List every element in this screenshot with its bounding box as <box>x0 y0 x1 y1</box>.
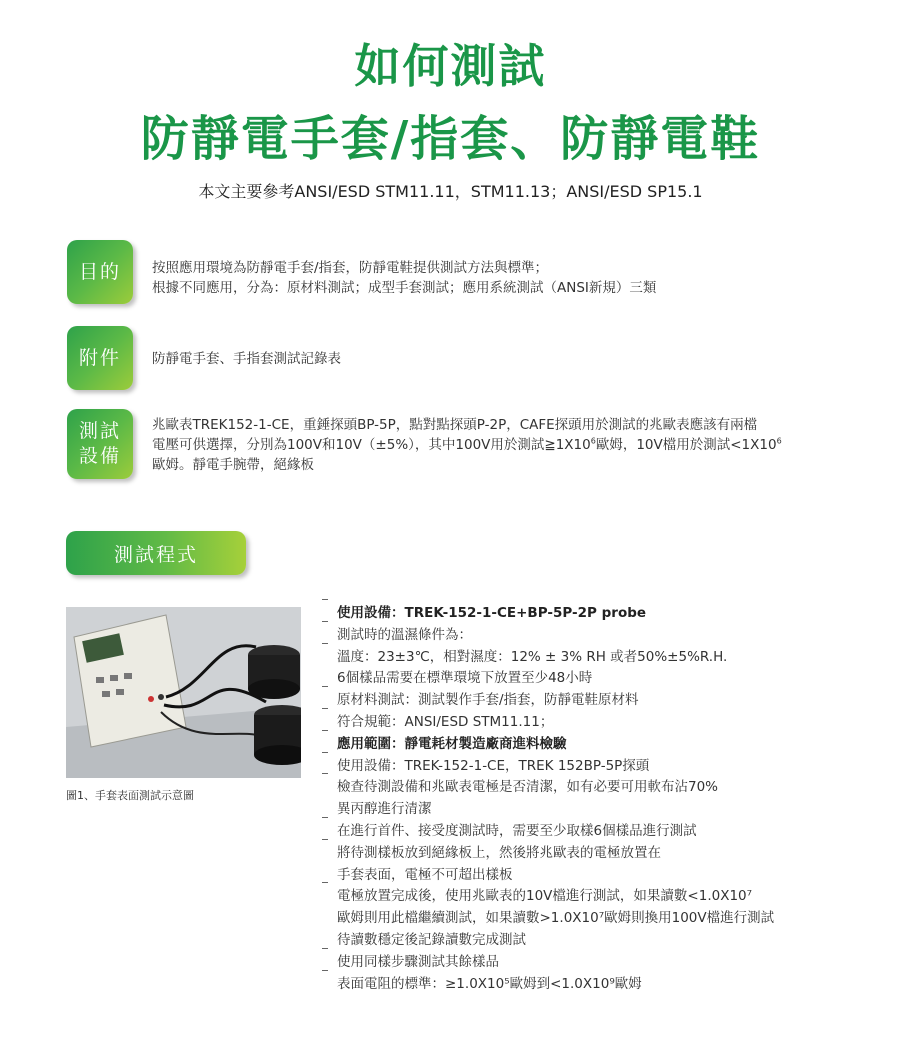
list-dash-marker <box>322 708 328 709</box>
procedure-item-text: 手套表面，電極不可超出樣板 <box>337 866 513 883</box>
test-setup-illustration <box>66 607 301 778</box>
list-dash-marker <box>322 643 328 644</box>
procedure-item <box>322 886 842 908</box>
equipment-line-2-sup-2: 6 <box>776 436 782 446</box>
badge-procedure <box>66 531 246 575</box>
procedure-item-text: 使用設備：TREK-152-1-CE+BP-5P-2P probe <box>337 605 647 621</box>
list-dash-marker <box>322 839 328 840</box>
procedure-item <box>322 865 842 887</box>
procedure-item <box>322 712 842 734</box>
procedure-item <box>322 647 842 669</box>
list-dash-marker <box>322 773 328 774</box>
section-attachment-text <box>152 349 812 369</box>
list-dash-marker <box>322 970 328 971</box>
list-dash-marker <box>322 752 328 753</box>
procedure-item-text: 檢查待測設備和兆歐表電極是否清潔，如有必要可用軟布沾70% <box>337 779 719 796</box>
list-dash-marker <box>322 599 328 600</box>
procedure-item-text: 將待測樣板放到絕緣板上，然後將兆歐表的電極放置在 <box>337 844 661 861</box>
equipment-line-3: 歐姆。靜電手腕帶，絕緣板 <box>152 457 314 473</box>
procedure-item <box>322 908 842 930</box>
procedure-item <box>322 843 842 865</box>
page-subtitle: 本文主要參考ANSI/ESD STM11.11，STM11.13；ANSI/ESD SP15.1 <box>198 182 703 201</box>
procedure-item-text: 表面電阻的標準：≥1.0X10⁵歐姆到<1.0X10⁹歐姆 <box>337 975 642 992</box>
page-title-line2: 防靜電手套/指套、防靜電鞋 <box>140 111 761 167</box>
purpose-line-1: 按照應用環境為防靜電手套/指套，防靜電鞋提供測試方法與標準； <box>152 260 549 276</box>
list-dash-marker <box>322 686 328 687</box>
list-dash-marker <box>322 817 328 818</box>
procedure-item <box>322 756 842 778</box>
procedure-item-text: 溫度：23±3℃，相對濕度：12% ± 3% RH 或者50%±5%R.H. <box>337 648 728 665</box>
procedure-item-text: 異丙醇進行清潔 <box>337 801 432 818</box>
equipment-line-2 <box>152 435 812 455</box>
badge-purpose <box>67 240 133 304</box>
list-dash-marker <box>322 730 328 731</box>
equipment-line-2-sup-1: 6 <box>590 436 596 446</box>
procedure-item <box>322 603 842 625</box>
equipment-line-1: 兆歐表TREK152-1-CE，重錘探頭BP-5P，點對點探頭P-2P，CAFE探頭用於測試的兆歐表應該有兩檔 <box>152 417 758 433</box>
list-dash-marker <box>322 948 328 949</box>
procedure-item-text: 原材料測試：測試製作手套/指套，防靜電鞋原材料 <box>337 692 639 709</box>
badge-procedure-label: 測試程式 <box>113 543 198 566</box>
procedure-item-text: 使用設備：TREK-152-1-CE，TREK 152BP-5P探頭 <box>337 757 650 774</box>
procedure-item <box>322 930 842 952</box>
procedure-item <box>322 974 842 996</box>
equipment-line-2-b: 歐姆，10V檔用於測試<1X10 <box>595 437 777 453</box>
purpose-line-2: 根據不同應用，分為：原材料測試；成型手套測試；應用系統測試（ANSI新規）三類 <box>152 280 657 296</box>
badge-equipment-label-2: 設備 <box>78 445 121 467</box>
badge-attachment <box>67 326 133 390</box>
procedure-item-text: 在進行首件、接受度測試時，需要至少取樣6個樣品進行測試 <box>337 822 697 839</box>
procedure-list <box>322 603 842 995</box>
procedure-item <box>322 734 842 756</box>
procedure-item-text: 歐姆則用此檔繼續測試，如果讀數>1.0X10⁷歐姆則換用100V檔進行測試 <box>337 910 775 927</box>
figure-caption: 圖1、手套表面測試示意圖 <box>66 789 194 802</box>
procedure-item-text: 6個樣品需要在標準環境下放置至少48小時 <box>337 670 593 687</box>
test-setup-photo <box>66 607 301 778</box>
list-dash-marker <box>322 882 328 883</box>
badge-equipment <box>67 409 133 479</box>
procedure-item <box>322 668 842 690</box>
procedure-item-text: 電極放置完成後，使用兆歐表的10V檔進行測試，如果讀數<1.0X10⁷ <box>337 888 753 905</box>
procedure-item <box>322 690 842 712</box>
procedure-item <box>322 799 842 821</box>
procedure-item <box>322 777 842 799</box>
section-purpose-text <box>152 258 812 298</box>
badge-attachment-label: 附件 <box>78 347 121 369</box>
procedure-item-text: 待讀數穩定後記錄讀數完成測試 <box>337 931 526 948</box>
procedure-item-text: 測試時的溫濕條件為： <box>337 626 472 643</box>
procedure-item-text: 符合規範：ANSI/ESD STM11.11； <box>337 713 554 730</box>
equipment-line-2-a: 電壓可供選擇，分別為100V和10V（±5%），其中100V用於測試≧1X10 <box>152 437 591 453</box>
list-dash-marker <box>322 621 328 622</box>
page-title-line1: 如何測試 <box>354 39 547 93</box>
procedure-item-text: 使用同樣步驟測試其餘樣品 <box>337 953 499 970</box>
attachment-line-1: 防靜電手套、手指套測試記錄表 <box>152 351 341 367</box>
procedure-item <box>322 821 842 843</box>
procedure-item <box>322 952 842 974</box>
badge-equipment-label-1: 測試 <box>78 420 121 442</box>
badge-purpose-label: 目的 <box>78 261 121 283</box>
section-equipment-text <box>152 415 812 475</box>
procedure-item-text: 應用範圍：靜電耗材製造廠商進料檢驗 <box>337 735 567 752</box>
procedure-item <box>322 625 842 647</box>
